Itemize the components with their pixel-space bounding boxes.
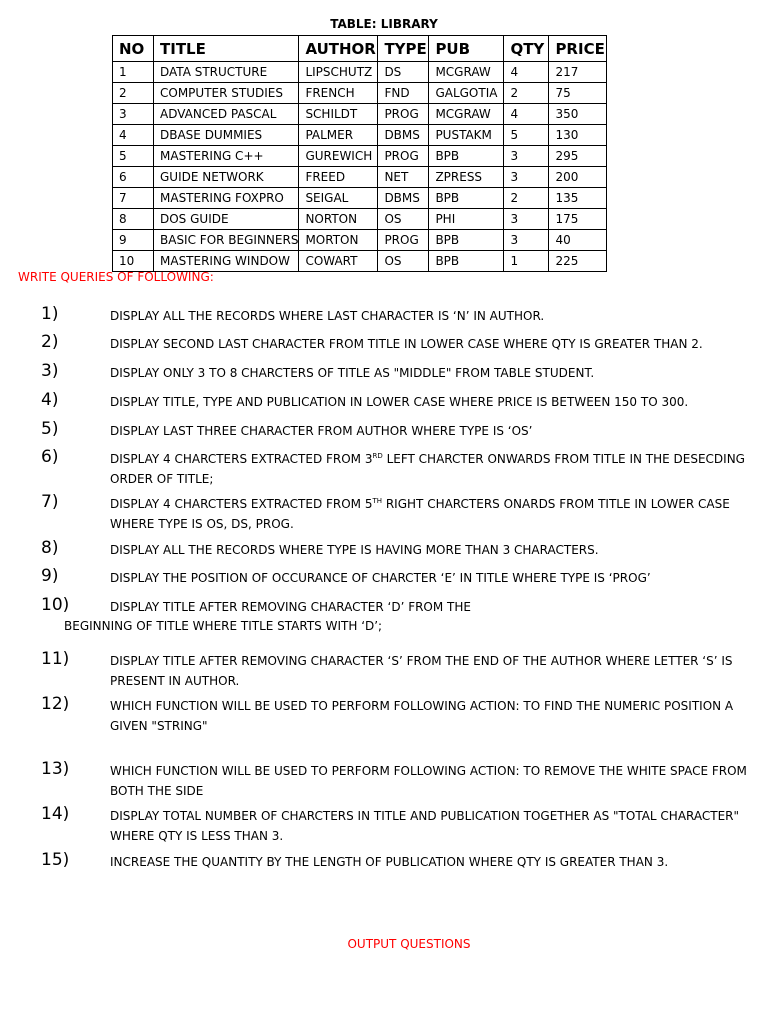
cell-title: BASIC FOR BEGINNERS	[154, 230, 299, 251]
cell-no: 10	[113, 251, 154, 272]
library-table	[112, 35, 607, 272]
cell-no: 7	[113, 188, 154, 209]
cell-author: COWART	[299, 251, 378, 272]
cell-author: SEIGAL	[299, 188, 378, 209]
table-row	[113, 62, 607, 83]
cell-pub: GALGOTIA	[429, 83, 504, 104]
cell-pub: BPB	[429, 146, 504, 167]
question-text: DISPLAY ONLY 3 TO 8 CHARCTERS OF TITLE AS "MIDDLE" FROM TABLE STUDENT.	[110, 366, 595, 380]
cell-pub: BPB	[429, 188, 504, 209]
cell-author: FREED	[299, 167, 378, 188]
cell-qty: 2	[504, 83, 549, 104]
table-row	[113, 83, 607, 104]
cell-title: MASTERING WINDOW	[154, 251, 299, 272]
cell-price: 130	[549, 125, 607, 146]
cell-price: 200	[549, 167, 607, 188]
cell-price: 225	[549, 251, 607, 272]
cell-type: OS	[378, 251, 429, 272]
cell-type: PROG	[378, 104, 429, 125]
superscript-ordinal: RD	[372, 452, 383, 460]
cell-no: 8	[113, 209, 154, 230]
cell-pub: BPB	[429, 230, 504, 251]
table-row	[113, 188, 607, 209]
cell-type: DS	[378, 62, 429, 83]
question-text: DISPLAY TITLE AFTER REMOVING CHARACTER ‘S’ FROM THE END OF THE AUTHOR WHERE LETTER ‘S’ IS PRESENT IN AUTHOR.	[110, 654, 733, 688]
cell-price: 350	[549, 104, 607, 125]
cell-author: PALMER	[299, 125, 378, 146]
cell-no: 6	[113, 167, 154, 188]
question-number: 2)	[41, 332, 59, 352]
cell-title: COMPUTER STUDIES	[154, 83, 299, 104]
cell-no: 9	[113, 230, 154, 251]
question-text-part: LEFT CHARCTER ONWARDS FROM TITLE IN THE DESECDING ORDER OF TITLE;	[110, 452, 745, 486]
cell-pub: MCGRAW	[429, 62, 504, 83]
column-header-pub: PUB	[429, 36, 504, 62]
question-text: DISPLAY TOTAL NUMBER OF CHARCTERS IN TITLE AND PUBLICATION TOGETHER AS "TOTAL CHARACTER" WHERE QTY IS LESS THAN 3.	[110, 809, 740, 843]
table-row	[113, 146, 607, 167]
cell-title: MASTERING FOXPRO	[154, 188, 299, 209]
cell-type: NET	[378, 167, 429, 188]
cell-no: 3	[113, 104, 154, 125]
question-text: DISPLAY ALL THE RECORDS WHERE LAST CHARACTER IS ‘N’ IN AUTHOR.	[110, 309, 545, 323]
question-number: 13)	[41, 759, 70, 779]
cell-type: DBMS	[378, 125, 429, 146]
cell-type: PROG	[378, 230, 429, 251]
question-text: WHICH FUNCTION WILL BE USED TO PERFORM FOLLOWING ACTION: TO REMOVE THE WHITE SPACE FROM BOTH THE SIDE	[110, 764, 747, 798]
cell-qty: 3	[504, 146, 549, 167]
cell-title: ADVANCED PASCAL	[154, 104, 299, 125]
cell-price: 40	[549, 230, 607, 251]
cell-title: DBASE DUMMIES	[154, 125, 299, 146]
cell-author: LIPSCHUTZ	[299, 62, 378, 83]
cell-qty: 3	[504, 230, 549, 251]
cell-price: 75	[549, 83, 607, 104]
question-number: 9)	[41, 566, 59, 586]
cell-type: PROG	[378, 146, 429, 167]
question-text-part: DISPLAY 4 CHARCTERS EXTRACTED FROM 5	[110, 497, 373, 511]
question-text: INCREASE THE QUANTITY BY THE LENGTH OF PUBLICATION WHERE QTY IS GREATER THAN 3.	[110, 855, 669, 869]
cell-type: OS	[378, 209, 429, 230]
question-number: 4)	[41, 390, 59, 410]
question-number: 12)	[41, 694, 70, 714]
question-text: WHICH FUNCTION WILL BE USED TO PERFORM FOLLOWING ACTION: TO FIND THE NUMERIC POSITION A GIVEN "STRING"	[110, 699, 734, 733]
question-number: 1)	[41, 304, 59, 324]
cell-no: 5	[113, 146, 154, 167]
cell-qty: 3	[504, 209, 549, 230]
cell-author: NORTON	[299, 209, 378, 230]
cell-price: 135	[549, 188, 607, 209]
superscript-ordinal: TH	[372, 497, 383, 505]
question-text: DISPLAY LAST THREE CHARACTER FROM AUTHOR WHERE TYPE IS ‘OS’	[110, 424, 533, 438]
question-text: DISPLAY ALL THE RECORDS WHERE TYPE IS HAVING MORE THAN 3 CHARACTERS.	[110, 543, 599, 557]
question-number: 11)	[41, 649, 70, 669]
cell-pub: BPB	[429, 251, 504, 272]
cell-qty: 2	[504, 188, 549, 209]
cell-author: GUREWICH	[299, 146, 378, 167]
cell-title: DATA STRUCTURE	[154, 62, 299, 83]
question-text	[110, 494, 750, 534]
write-queries-heading: WRITE QUERIES OF FOLLOWING:	[18, 270, 214, 284]
cell-author: FRENCH	[299, 83, 378, 104]
cell-qty: 4	[504, 62, 549, 83]
cell-pub: PHI	[429, 209, 504, 230]
question-number: 14)	[41, 804, 70, 824]
question-number: 7)	[41, 492, 59, 512]
question-text: DISPLAY TITLE, TYPE AND PUBLICATION IN LOWER CASE WHERE PRICE IS BETWEEN 150 TO 300.	[110, 395, 689, 409]
question-number: 3)	[41, 361, 59, 381]
question-text-continuation: BEGINNING OF TITLE WHERE TITLE STARTS WITH ‘D’;	[64, 619, 383, 633]
table-row	[113, 167, 607, 188]
question-text: DISPLAY SECOND LAST CHARACTER FROM TITLE IN LOWER CASE WHERE QTY IS GREATER THAN 2.	[110, 337, 703, 351]
cell-no: 2	[113, 83, 154, 104]
question-text	[110, 449, 750, 489]
cell-qty: 1	[504, 251, 549, 272]
cell-no: 4	[113, 125, 154, 146]
cell-title: MASTERING C++	[154, 146, 299, 167]
column-header-no: NO	[113, 36, 154, 62]
column-header-price: PRICE	[549, 36, 607, 62]
question-number: 5)	[41, 419, 59, 439]
column-header-type: TYPE	[378, 36, 429, 62]
cell-pub: ZPRESS	[429, 167, 504, 188]
question-text-part: RIGHT CHARCTERS ONARDS FROM TITLE IN LOWER CASE WHERE TYPE IS OS, DS, PROG.	[110, 497, 730, 531]
column-header-author: AUTHOR	[299, 36, 378, 62]
table-header-row	[113, 36, 607, 62]
table-row	[113, 104, 607, 125]
cell-pub: PUSTAKM	[429, 125, 504, 146]
cell-price: 217	[549, 62, 607, 83]
table-row	[113, 251, 607, 272]
question-number: 8)	[41, 538, 59, 558]
cell-pub: MCGRAW	[429, 104, 504, 125]
question-text: DISPLAY TITLE AFTER REMOVING CHARACTER ‘D’ FROM THE	[110, 600, 471, 614]
cell-price: 295	[549, 146, 607, 167]
table-row	[113, 230, 607, 251]
question-number: 15)	[41, 850, 70, 870]
cell-price: 175	[549, 209, 607, 230]
table-caption: TABLE: LIBRARY	[330, 17, 438, 31]
cell-qty: 5	[504, 125, 549, 146]
column-header-title: TITLE	[154, 36, 299, 62]
cell-author: SCHILDT	[299, 104, 378, 125]
cell-type: FND	[378, 83, 429, 104]
cell-author: MORTON	[299, 230, 378, 251]
question-number: 6)	[41, 447, 59, 467]
cell-title: GUIDE NETWORK	[154, 167, 299, 188]
question-text: DISPLAY THE POSITION OF OCCURANCE OF CHARCTER ‘E’ IN TITLE WHERE TYPE IS ‘PROG’	[110, 571, 651, 585]
column-header-qty: QTY	[504, 36, 549, 62]
table-row	[113, 209, 607, 230]
question-number: 10)	[41, 595, 70, 615]
cell-no: 1	[113, 62, 154, 83]
cell-title: DOS GUIDE	[154, 209, 299, 230]
cell-type: DBMS	[378, 188, 429, 209]
cell-qty: 4	[504, 104, 549, 125]
cell-qty: 3	[504, 167, 549, 188]
question-text-part: DISPLAY 4 CHARCTERS EXTRACTED FROM 3	[110, 452, 373, 466]
output-questions-heading: OUTPUT QUESTIONS	[347, 937, 471, 951]
table-row	[113, 125, 607, 146]
